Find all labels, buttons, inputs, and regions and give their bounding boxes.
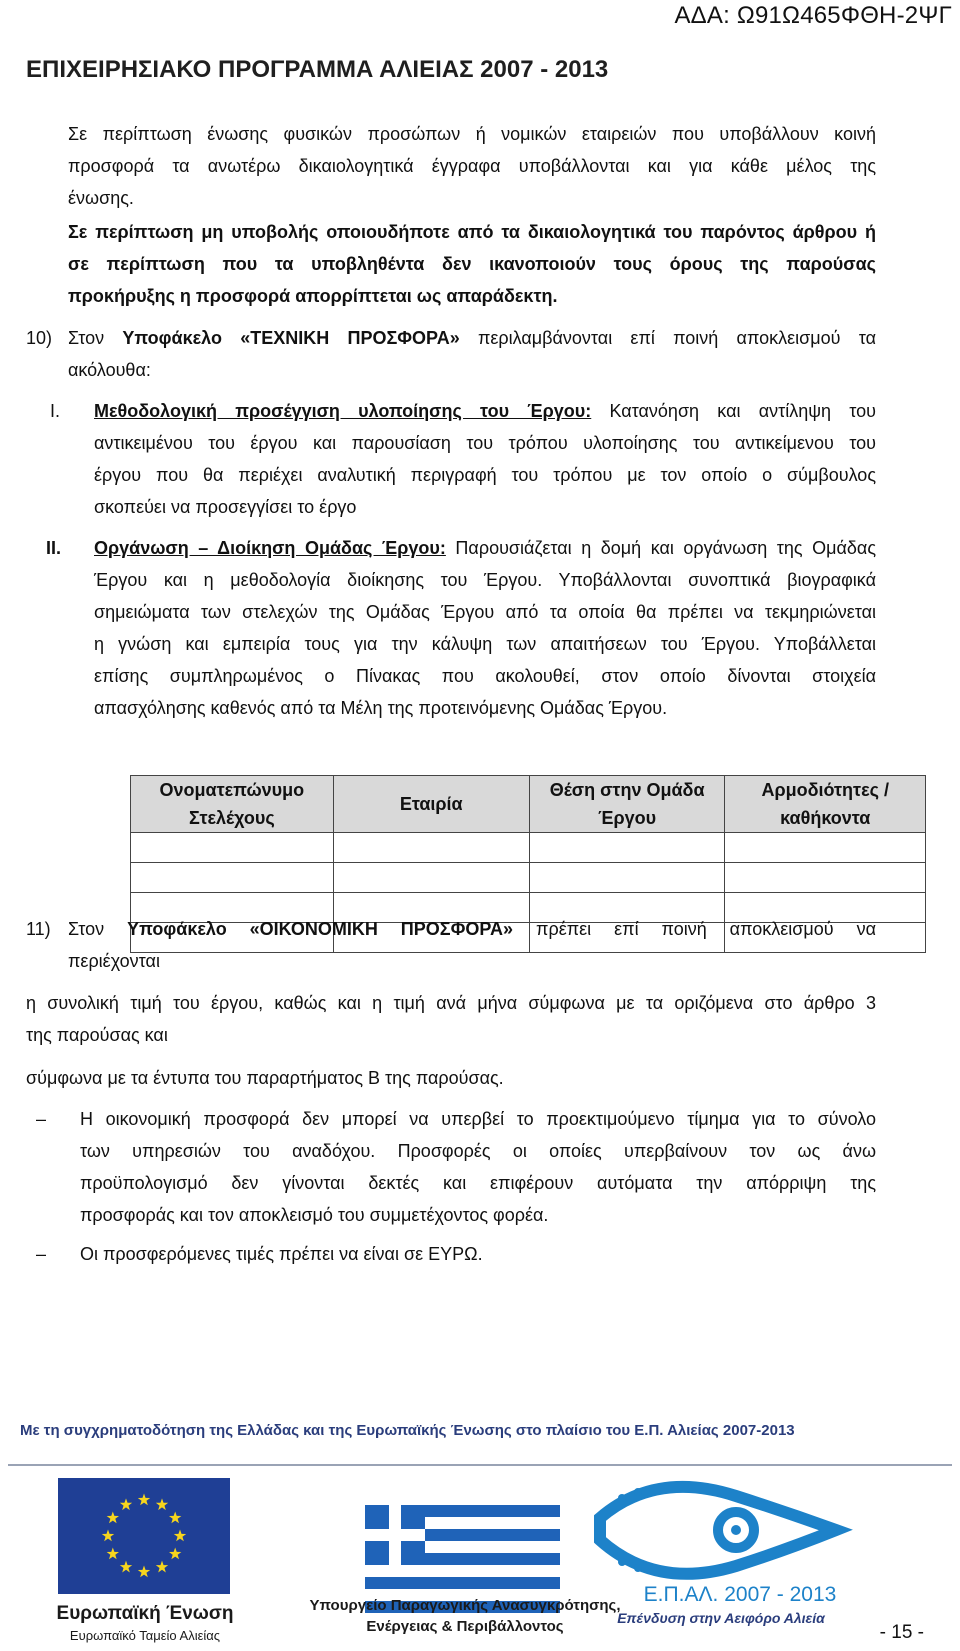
table-row [131,863,926,893]
dot [618,1558,626,1566]
rejection-line: σε περίπτωση που τα υποβληθέντα δεν ικανοποιούν τους όρους της παρούσας [68,254,876,274]
sub-2-text [94,532,876,724]
dash-bullet: – [36,1244,47,1264]
dot [634,1564,642,1572]
col-header-text: Έργου [598,808,657,828]
cofinance-banner: Με τη συγχρηματοδότηση της Ελλάδας και της Ευρωπαϊκής Ένωσης στο πλαίσιο του Ε.Π. Αλιείας 2007-2013 [20,1422,795,1439]
intro-line: προσφορά τα ανωτέρω δικαιολογητικά έγγραφα υποβάλλονται και για κάθε μέλος της [68,156,876,176]
rejection-line: προκήρυξης η προσφορά απορρίπτεται ως απαράδεκτη. [68,286,558,306]
eu-title: Ευρωπαϊκή Ένωση [56,1603,234,1624]
bullet-1-line: των υπηρεσιών του αναδόχου. Προσφορές οι οποίες υπερβαίνουν τον ως άνω [80,1141,876,1161]
sub-1-rest: Κατανόηση και αντίληψη του [591,401,876,421]
eu-flag-logo [58,1478,230,1594]
sub-2-title: Οργάνωση – Διοίκηση Ομάδας Έργου: [94,538,446,558]
sub-2-line: Έργου και η μεθοδολογία διοίκησης του Έργου. Υποβάλλονται συνοπτικά βιογραφικά [94,570,876,590]
sub-1-text [94,395,876,523]
dash-bullet: – [36,1109,47,1129]
item-11-pre: Στον [68,919,128,939]
flag-stripe [365,1577,560,1589]
table-cell[interactable] [725,863,926,893]
sub-2-line: η γνώση και εμπειρία τους για την κάλυψη των απαιτήσεων του Έργου. Υποβάλλεται [94,634,876,654]
price-forms-line: σύμφωνα με τα έντυπα του παραρτήματος Β της παρούσας. [26,1068,504,1088]
sub-2-line: σημειώματα των στελεχών της Ομάδας Έργου από τα οποία θα πρέπει να τεκμηριώνεται [94,602,876,622]
sub-1-line: αντικειμένου του έργου και παρουσίαση του τρόπου υλοποίησης του αντικείμενου του [94,433,876,453]
bullet-1-line: προσφοράς και τον αποκλεισμό του συμμετέχοντος φορέα. [80,1205,549,1225]
intro-line: Σε περίπτωση ένωσης φυσικών προσώπων ή νομικών εταιρειών που υποβάλλουν κοινή [68,124,876,144]
sub-2-line: απασχόλησης καθενός από τα Μέλη της προτεινόμενης Ομάδας Έργου. [94,698,668,718]
col-header-duties [725,776,926,833]
col-header-name [131,776,334,833]
table-cell[interactable] [131,833,334,863]
item-11-bold: Υποφάκελο «ΟΙΚΟΝΟΜΙΚΗ ΠΡΟΣΦΟΡΑ» [127,919,514,939]
sub-1-line: σκοπεύει να προσεγγίσει το έργο [94,497,357,517]
intro-line: ένωσης. [68,188,134,208]
sub-2-numeral: II. [46,538,62,558]
col-header-company: Εταιρία [333,776,529,833]
ministry-line: Υπουργείο Παραγωγικής Ανασυγκρότησης, [309,1597,621,1614]
item-11-line: περιέχονται [68,951,160,971]
rejection-paragraph [68,216,876,312]
item-11-number: 11) [26,919,51,939]
eu-subtitle: Ευρωπαϊκό Ταμείο Αλιείας [69,1628,221,1643]
table-cell[interactable] [333,833,529,863]
bullet-1-text [80,1103,876,1231]
table-cell[interactable] [131,863,334,893]
table-row [131,833,926,863]
bullet-1-line: Η οικονομική προσφορά δεν μπορεί να υπερβεί το προεκτιμούμενο τίμημα για το σύνολο [80,1109,876,1129]
bullet-1-line: προϋπολογισμό δεν γίνονται δεκτές και επιφέρουν αυτόματα την απόρριψη της [80,1173,876,1193]
fish-pupil [731,1525,741,1535]
item-10-pre: Στον [68,328,123,348]
sub-2-rest: Παρουσιάζεται η δομή και οργάνωση της Ομάδας [445,538,876,558]
ada-code: ΑΔΑ: Ω91Ω465ΦΘΗ-2ΨΓ [674,2,952,29]
epal-fish-logo [586,1478,858,1582]
bullet-2-text: Οι προσφερόμενες τιμές πρέπει να είναι σε ΕΥΡΩ. [80,1244,483,1264]
col-header-text: Θέση στην Ομάδα [549,780,705,800]
col-header-text: καθήκοντα [780,808,871,828]
flag-cross-h [365,1529,425,1541]
table-cell[interactable] [333,863,529,893]
item-10-text [68,322,876,386]
page-number: - 15 - [879,1622,924,1643]
item-10-number: 10) [26,328,53,348]
dot [618,1494,626,1502]
dot [634,1488,642,1496]
price-line: η συνολική τιμή του έργου, καθώς και η τιμή ανά μήνα σύμφωνα με τα οριζόμενα στο άρθρο 3 [26,993,876,1013]
ministry-line: Ενέργειας & Περιβάλλοντος [366,1618,564,1635]
table-cell[interactable] [725,833,926,863]
price-paragraph [26,987,876,1051]
col-header-text: Ονοματεπώνυμο [159,780,305,800]
epal-slogan: Επένδυση στην Αειφόρο Αλιεία [617,1610,825,1626]
footer-divider [8,1464,952,1466]
item-11-text [68,913,876,977]
intro-paragraph [68,118,876,214]
sub-1-line: έργου που θα περιέχει αναλυτική περιγραφή του τρόπου με τον οποίο ο σύμβουλος [94,465,876,485]
price-line: της παρούσας και [26,1025,168,1045]
sub-2-line: επίσης συμπληρωμένος ο Πίνακας που ακολουθεί, στον οποίο δίνονται στοιχεία [94,666,876,686]
col-header-text: Στελέχους [188,808,275,828]
table-cell[interactable] [529,863,725,893]
table-cell[interactable] [529,833,725,863]
sub-1-title: Μεθοδολογική προσέγγιση υλοποίησης του Έργου: [94,401,592,421]
item-10-post: περιλαμβάνονται επί ποινή αποκλεισμού τα [459,328,876,348]
rejection-line: Σε περίπτωση μη υποβολής οποιουδήποτε από τα δικαιολογητικά του παρόντος άρθρου ή [68,222,876,242]
item-11-post: πρέπει επί ποινή αποκλεισμού να [513,919,876,939]
program-title: ΕΠΙΧΕΙΡΗΣΙΑΚΟ ΠΡΟΓΡΑΜΜΑ ΑΛΙΕΙΑΣ 2007 - 2013 [26,56,609,83]
sub-1-numeral: I. [50,401,61,421]
col-header-position [529,776,725,833]
col-header-text: Αρμοδιότητες / [761,780,889,800]
epal-title: Ε.Π.ΑΛ. 2007 - 2013 [643,1583,837,1606]
item-10-bold: Υποφάκελο «ΤΕΧΝΙΚΗ ΠΡΟΣΦΟΡΑ» [122,328,460,348]
table-header-row [131,776,926,833]
item-10-line: ακόλουθα: [68,360,151,380]
